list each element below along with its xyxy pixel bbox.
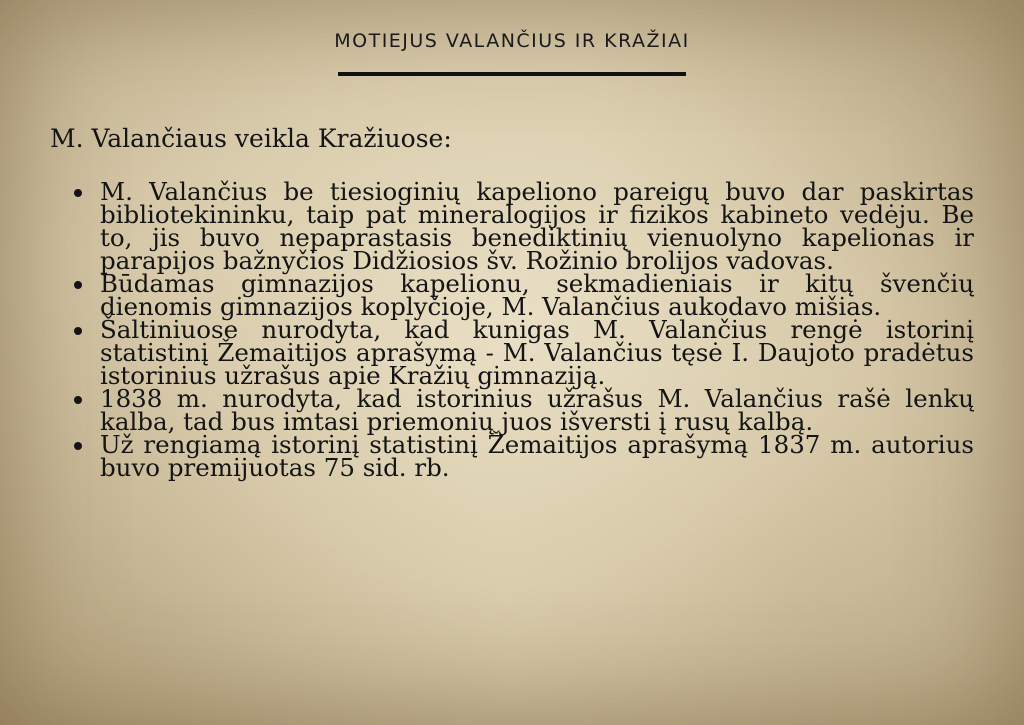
list-item-text: Šaltiniuose nurodyta, kad kunigas M. Valančius rengė istorinį statistinį Žemaitijos aprašymą - M. Valančius tęsė I. Daujoto pradėtus istorinius užrašus apie Kražių gimnaziją. <box>100 315 974 390</box>
list-item-text: Už rengiamą istorinį statistinį Žemaitijos aprašymą 1837 m. autorius buvo premijuotas 75 sid. rb. <box>100 430 974 482</box>
list-item-text: 1838 m. nurodyta, kad istorinius užrašus M. Valančius rašė lenkų kalba, tad bus imtasi priemonių juos išversti į rusų kalbą. <box>100 384 974 436</box>
bullet-point-icon <box>74 327 82 335</box>
list-item <box>70 384 974 436</box>
list-item-text: Būdamas gimnazijos kapelionu, sekmadieniais ir kitų švenčių dienomis gimnazijos koplyčioje, M. Valančius aukodavo mišias. <box>100 269 974 321</box>
bullet-list <box>70 177 974 482</box>
list-item-text: M. Valančius be tiesioginių kapeliono pareigų buvo dar paskirtas bibliotekininku, taip pat mineralogijos ir fizikos kabineto vedėju. Be to, jis buvo nepaprastasis benediktinių vienuolyno kapelionas ir parapijos bažnyčios Didžiosios šv. Rožinio brolijos vadovas. <box>100 177 974 275</box>
list-item <box>70 315 974 390</box>
bullet-point-icon <box>74 396 82 404</box>
page-title: MOTIEJUS VALANČIUS IR KRAŽIAI <box>334 30 690 52</box>
list-item <box>70 269 974 321</box>
list-item <box>70 177 974 275</box>
list-item <box>70 430 974 482</box>
section-heading: M. Valančiaus veikla Kražiuose: <box>50 124 452 153</box>
bullet-point-icon <box>74 281 82 289</box>
title-underline <box>338 72 686 76</box>
bullet-point-icon <box>74 189 82 197</box>
bullet-point-icon <box>74 442 82 450</box>
